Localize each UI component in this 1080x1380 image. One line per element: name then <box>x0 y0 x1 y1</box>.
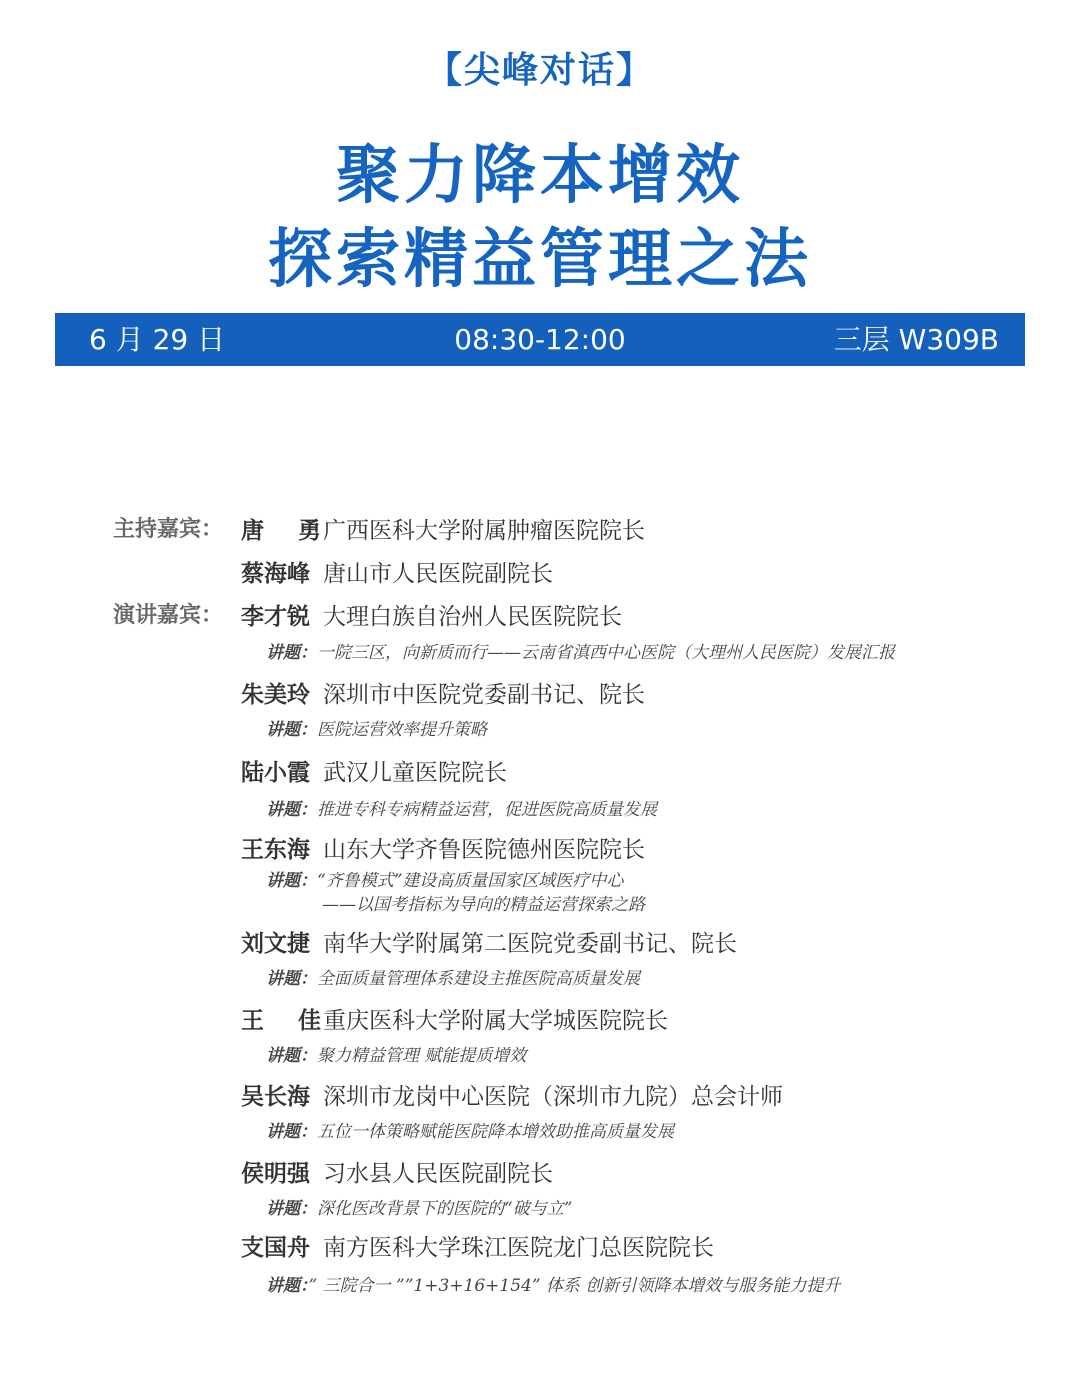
topic-text: 五位一体策略赋能医院降本增效助推高质量发展 <box>317 1122 674 1142</box>
speaker-affiliation: 南方医科大学珠江医院龙门总医院院长 <box>323 1235 714 1261</box>
speaker-name: 李才锐 <box>241 604 310 630</box>
speaker-topic <box>266 795 657 820</box>
event-room: 三层 W309B <box>833 323 999 356</box>
speaker-topic <box>266 715 487 740</box>
topic-text: 聚力精益管理 赋能提质增效 <box>317 1046 527 1066</box>
topic-label: 讲题： <box>266 1276 309 1296</box>
speaker-affiliation: 习水县人民医院副院长 <box>323 1161 553 1187</box>
speaker-name: 吴长海 <box>241 1084 310 1110</box>
speaker-topic <box>266 1194 572 1219</box>
host-name: 唐 勇 <box>241 518 335 544</box>
event-date: 6 月 29 日 <box>89 323 226 356</box>
speaker-topic <box>266 1117 674 1142</box>
speaker-affiliation: 深圳市中医院党委副书记、院长 <box>323 682 645 708</box>
host-name: 蔡海峰 <box>241 561 310 587</box>
speaker-name: 朱美玲 <box>241 682 310 708</box>
speaker-name: 侯明强 <box>241 1161 310 1187</box>
host-affiliation: 广西医科大学附属肿瘤医院院长 <box>323 518 645 544</box>
speaker-topic <box>266 1041 526 1066</box>
speaker-topic-line2: ——以国考指标为导向的精益运营探索之路 <box>322 895 645 915</box>
speaker-affiliation: 山东大学齐鲁医院德州医院院长 <box>323 837 645 863</box>
page-title-line1: 聚力降本增效 <box>336 139 744 213</box>
topic-label: 讲题： <box>266 800 317 820</box>
topic-label: 讲题： <box>266 969 317 989</box>
speaker-name: 王 佳 <box>241 1008 335 1034</box>
topic-text: “齐鲁模式”建设高质量国家区域医疗中心 <box>317 871 624 891</box>
topic-text: 一院三区，向新质而行——云南省滇西中心医院（大理州人民医院）发展汇报 <box>317 643 895 663</box>
speaker-topic <box>266 866 623 891</box>
speaker-affiliation: 重庆医科大学附属大学城医院院长 <box>323 1008 668 1034</box>
speaker-affiliation: 南华大学附属第二医院党委副书记、院长 <box>323 931 737 957</box>
topic-text: 医院运营效率提升策略 <box>317 720 487 740</box>
speaker-topic <box>266 1271 840 1296</box>
speaker-role-label: 演讲嘉宾： <box>113 603 224 628</box>
topic-label: 讲题： <box>266 1122 317 1142</box>
topic-label: 讲题： <box>266 871 317 891</box>
speaker-name: 王东海 <box>241 837 310 863</box>
topic-text: 深化医改背景下的医院的“破与立” <box>317 1199 573 1219</box>
topic-text: 全面质量管理体系建设主推医院高质量发展 <box>317 969 640 989</box>
host-role-label: 主持嘉宾： <box>113 517 224 542</box>
speaker-name: 支国舟 <box>241 1235 310 1261</box>
host-affiliation: 唐山市人民医院副院长 <box>323 561 553 587</box>
event-tag: 【尖峰对话】 <box>425 50 654 91</box>
speaker-name: 陆小霞 <box>241 760 310 786</box>
event-time: 08:30-12:00 <box>454 323 626 356</box>
page-title-line2: 探索精益管理之法 <box>268 223 812 297</box>
topic-label: 讲题： <box>266 643 317 663</box>
speaker-topic <box>266 964 640 989</box>
topic-label: 讲题： <box>266 1199 317 1219</box>
topic-text: ” 三院合一 ””1+3+16+154” 体系 创新引领降本增效与服务能力提升 <box>308 1276 841 1296</box>
info-bar <box>55 313 1025 366</box>
speaker-affiliation: 武汉儿童医院院长 <box>323 760 507 786</box>
topic-label: 讲题： <box>266 720 317 740</box>
speaker-affiliation: 深圳市龙岗中心医院（深圳市九院）总会计师 <box>323 1084 783 1110</box>
topic-label: 讲题： <box>266 1046 317 1066</box>
speaker-topic <box>266 638 895 663</box>
topic-text: 推进专科专病精益运营，促进医院高质量发展 <box>317 800 657 820</box>
speaker-affiliation: 大理白族自治州人民医院院长 <box>323 604 622 630</box>
speaker-name: 刘文捷 <box>241 931 310 957</box>
